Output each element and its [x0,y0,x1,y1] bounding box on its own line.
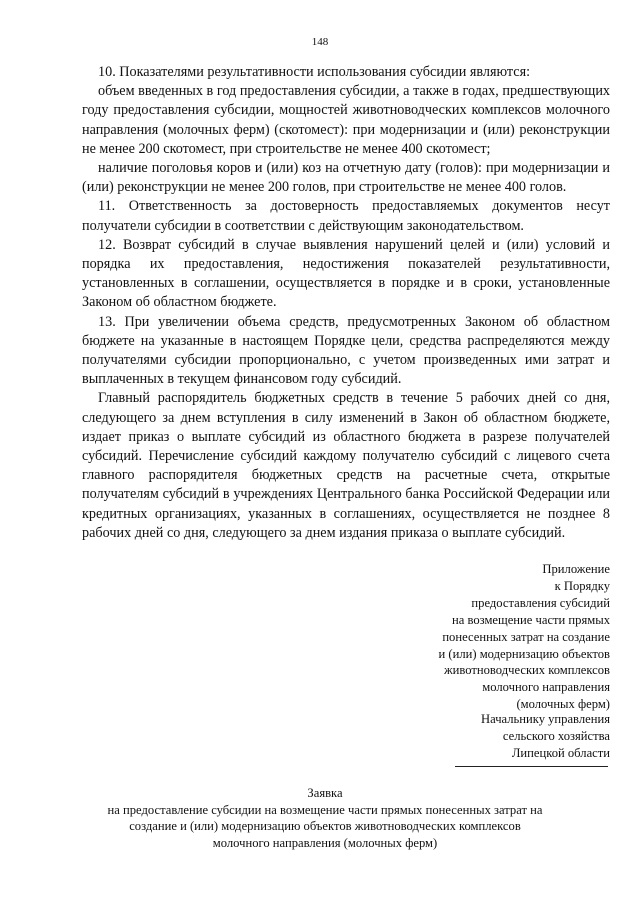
paragraph-10-indicator-capacity: объем введенных в год предоставления субсидии, а также в годах, предшествующих году предоставления субсидии, мощностей животноводческих комплексов молочного направления (молочных ферм) (скотомест): при модернизации и (или) реконструкции не менее 200 скотомест, при строительстве не менее 400 скотомест; [82,83,610,157]
appendix-line: Приложение [542,562,610,576]
application-title: Заявка [307,786,343,800]
addressee-block [370,711,610,762]
paragraph-12: 12. Возврат субсидий в случае выявления нарушений целей и (или) условий и порядка их предоставления, недостижения показателей результативности, установленных в соглашении, осуществляется в порядке и в сроки, установленные Законом об областном бюджете. [82,236,610,311]
application-subtitle-line: создание и (или) модернизацию объектов животноводческих комплексов [129,819,521,833]
document-body [82,63,610,543]
application-heading [90,785,560,851]
paragraph-10: 10. Показателями результативности использования субсидии являются: [98,64,531,80]
addressee-line: Начальнику управления [481,712,610,726]
addressee-line: Липецкой области [511,745,610,760]
appendix-line: и (или) модернизацию объектов [438,646,610,661]
paragraph-11: 11. Ответственность за достоверность предоставляемых документов несут получатели субсидии в соответствии с действующим законодательством. [82,198,610,234]
page-number: 148 [311,36,329,48]
application-subtitle-line: на предоставление субсидии на возмещение части прямых понесенных затрат на [107,802,543,817]
appendix-reference [370,561,610,713]
signature-line [455,766,608,767]
appendix-line: молочного направления [482,680,610,695]
paragraph-13-distribution: Главный распорядитель бюджетных средств в течение 5 рабочих дней со дня, следующего за днем вступления в силу изменений в Закон об областном бюджете, издает приказ о выплате субсидий из областного бюджета в разрезе получателей субсидий. Перечисление субсидий каждому получателю субсидий с лицевого счета главного распорядителя бюджетных средств на расчетные счета, открытые получателям субсидий в учреждениях Центрального банка Российской Федерации или кредитных организациях, указанных в соглашениях, осуществляется не позднее 8 рабочих дней со дня, следующего за днем издания приказа о выплате субсидий. [82,390,610,541]
paragraph-13: 13. При увеличении объема средств, предусмотренных Законом об областном бюджете на указанные в настоящем Порядке цели, средства распределяются между получателями субсидии пропорционально, с учетом произведенных ими затрат и выплаченных в текущем финансовом году субсидий. [82,313,610,388]
addressee-line: сельского хозяйства [502,728,610,743]
appendix-line: животноводческих комплексов [443,663,610,678]
appendix-line: к Порядку [554,578,610,593]
appendix-line: предоставления субсидий [471,595,610,610]
appendix-line: понесенных затрат на создание [442,629,610,644]
appendix-line: (молочных ферм) [516,697,610,712]
application-subtitle-line: молочного направления (молочных ферм) [212,835,438,850]
paragraph-10-indicator-livestock: наличие поголовья коров и (или) коз на отчетную дату (голов): при модернизации и (или) реконструкции не менее 200 голов, при строительстве не менее 400 голов. [82,160,610,196]
appendix-line: на возмещение части прямых [452,612,610,627]
